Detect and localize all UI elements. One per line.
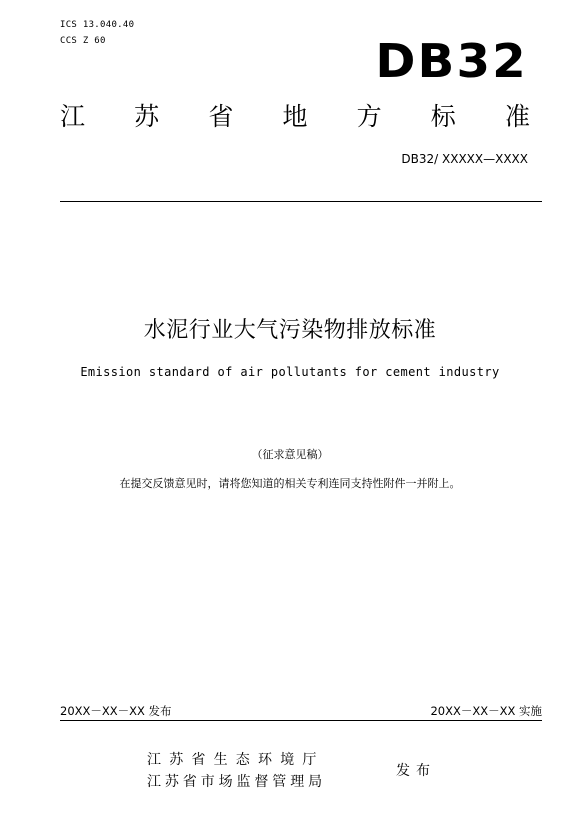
header-divider [60, 201, 542, 202]
publish-label: 发布 [396, 763, 436, 779]
standard-type-char: 省 [208, 102, 234, 131]
draft-status: （征求意见稿） [251, 448, 329, 461]
issuer-market-regulation-bureau: 江苏省市场监督管理局 [147, 774, 326, 790]
feedback-note: 在提交反馈意见时，请将您知道的相关专利连同支持性附件一并附上。 [119, 477, 461, 490]
issuer-environment-department: 江苏省生态环境厅 [147, 752, 325, 768]
chinese-title: 水泥行业大气污染物排放标准 [143, 318, 437, 343]
standard-type-char: 方 [356, 102, 382, 131]
english-title: Emission standard of air pollutants for cement industry [80, 365, 500, 379]
implement-date: 20XX－XX－XX 实施 [430, 704, 542, 718]
footer-divider [60, 720, 542, 721]
standard-type-char: 准 [504, 102, 530, 131]
standard-number: DB32/ XXXXX—XXXX [401, 152, 528, 166]
issue-date: 20XX－XX－XX 发布 [60, 704, 172, 718]
db32-logo: DB32 [375, 34, 528, 88]
ccs-code: CCS Z 60 [60, 36, 106, 46]
standard-type-char: 地 [282, 102, 308, 131]
ics-code: ICS 13.040.40 [60, 20, 135, 30]
standard-type-char: 苏 [134, 102, 160, 131]
standard-type-char: 标 [430, 102, 456, 131]
standard-type-char: 江 [60, 102, 86, 131]
standard-type-title [60, 104, 530, 129]
